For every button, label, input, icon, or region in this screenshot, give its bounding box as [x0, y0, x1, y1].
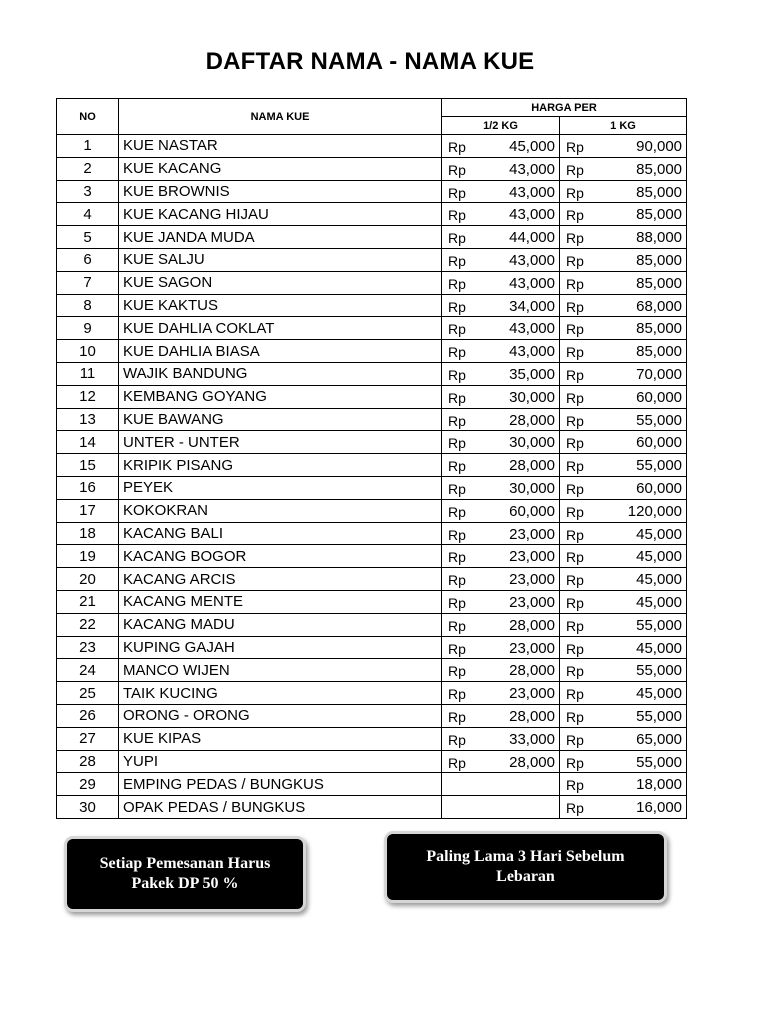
- price-one-kg: [560, 773, 687, 796]
- cake-name: KUPING GAJAH: [119, 636, 442, 659]
- row-number: 14: [57, 431, 119, 454]
- table-row: [57, 590, 687, 613]
- table-row: [57, 135, 687, 158]
- cake-name: KUE DAHLIA BIASA: [119, 340, 442, 363]
- currency-label: Rp: [448, 252, 466, 269]
- price-value: 33,000: [509, 730, 555, 748]
- row-number: 10: [57, 340, 119, 363]
- row-number: 7: [57, 271, 119, 294]
- currency-label: Rp: [566, 344, 584, 361]
- price-half-kg: [442, 362, 560, 385]
- price-one-kg: [560, 408, 687, 431]
- price-value: 43,000: [509, 206, 555, 224]
- price-half-kg: [442, 135, 560, 158]
- price-one-kg: [560, 727, 687, 750]
- row-number: 3: [57, 180, 119, 203]
- table-row: [57, 157, 687, 180]
- price-one-kg: [560, 226, 687, 249]
- cake-name: KEMBANG GOYANG: [119, 385, 442, 408]
- price-value: 85,000: [636, 251, 683, 269]
- row-number: 2: [57, 157, 119, 180]
- price-value: 43,000: [509, 160, 555, 178]
- table-row: [57, 499, 687, 522]
- currency-label: Rp: [566, 230, 584, 247]
- row-number: 30: [57, 796, 119, 819]
- currency-label: Rp: [448, 298, 466, 315]
- currency-label: Rp: [566, 252, 584, 269]
- price-value: 28,000: [509, 753, 555, 771]
- row-number: 24: [57, 659, 119, 682]
- cake-name: KUE JANDA MUDA: [119, 226, 442, 249]
- table-row: [57, 750, 687, 773]
- price-value: 85,000: [636, 320, 683, 338]
- currency-label: Rp: [448, 184, 466, 201]
- row-number: 13: [57, 408, 119, 431]
- currency-label: Rp: [566, 640, 584, 657]
- price-one-kg: [560, 590, 687, 613]
- price-half-kg: [442, 271, 560, 294]
- currency-label: Rp: [448, 321, 466, 338]
- price-value: 43,000: [509, 320, 555, 338]
- price-half-kg: [442, 248, 560, 271]
- empty-price-cell: [442, 773, 560, 796]
- currency-label: Rp: [566, 275, 584, 292]
- cake-name: KUE BAWANG: [119, 408, 442, 431]
- currency-label: Rp: [448, 754, 466, 771]
- currency-label: Rp: [566, 549, 584, 566]
- currency-label: Rp: [566, 686, 584, 703]
- price-one-kg: [560, 454, 687, 477]
- row-number: 21: [57, 590, 119, 613]
- table-row: [57, 727, 687, 750]
- price-half-kg: [442, 568, 560, 591]
- table-row: [57, 180, 687, 203]
- price-value: 55,000: [636, 753, 683, 771]
- table-row: [57, 362, 687, 385]
- price-half-kg: [442, 294, 560, 317]
- price-one-kg: [560, 750, 687, 773]
- cake-name: KRIPIK PISANG: [119, 454, 442, 477]
- table-row: [57, 522, 687, 545]
- price-half-kg: [442, 613, 560, 636]
- currency-label: Rp: [566, 708, 584, 725]
- currency-label: Rp: [566, 594, 584, 611]
- price-half-kg: [442, 157, 560, 180]
- row-number: 25: [57, 682, 119, 705]
- cake-name: KUE SAGON: [119, 271, 442, 294]
- price-one-kg: [560, 362, 687, 385]
- table-row: [57, 454, 687, 477]
- row-number: 23: [57, 636, 119, 659]
- price-half-kg: [442, 590, 560, 613]
- cake-name: KACANG MADU: [119, 613, 442, 636]
- currency-label: Rp: [448, 731, 466, 748]
- price-value: 85,000: [636, 206, 683, 224]
- row-number: 4: [57, 203, 119, 226]
- price-value: 43,000: [509, 183, 555, 201]
- price-value: 45,000: [509, 138, 555, 155]
- table-row: [57, 545, 687, 568]
- price-half-kg: [442, 317, 560, 340]
- currency-label: Rp: [566, 572, 584, 589]
- currency-label: Rp: [566, 458, 584, 475]
- currency-label: Rp: [566, 412, 584, 429]
- currency-label: Rp: [448, 503, 466, 520]
- cake-name: OPAK PEDAS / BUNGKUS: [119, 796, 442, 819]
- price-one-kg: [560, 613, 687, 636]
- price-value: 55,000: [636, 457, 683, 475]
- price-value: 55,000: [636, 411, 683, 429]
- cake-name: KUE SALJU: [119, 248, 442, 271]
- cake-name: WAJIK BANDUNG: [119, 362, 442, 385]
- price-half-kg: [442, 408, 560, 431]
- price-value: 85,000: [636, 343, 683, 361]
- price-one-kg: [560, 157, 687, 180]
- price-half-kg: [442, 340, 560, 363]
- currency-label: Rp: [566, 777, 584, 794]
- price-value: 35,000: [509, 365, 555, 383]
- price-half-kg: [442, 180, 560, 203]
- price-value: 18,000: [636, 776, 683, 794]
- currency-label: Rp: [566, 161, 584, 178]
- price-one-kg: [560, 522, 687, 545]
- price-value: 55,000: [636, 707, 683, 725]
- price-value: 23,000: [509, 525, 555, 543]
- price-one-kg: [560, 135, 687, 158]
- row-number: 27: [57, 727, 119, 750]
- order-deadline-notice: [387, 834, 664, 900]
- cake-name: YUPI: [119, 750, 442, 773]
- table-row: [57, 682, 687, 705]
- currency-label: Rp: [448, 686, 466, 703]
- cake-name: KUE KACANG: [119, 157, 442, 180]
- price-value: 45,000: [636, 685, 683, 703]
- price-one-kg: [560, 568, 687, 591]
- price-one-kg: [560, 499, 687, 522]
- price-half-kg: [442, 226, 560, 249]
- row-number: 19: [57, 545, 119, 568]
- price-value: 16,000: [636, 799, 683, 817]
- column-header-nama-kue: NAMA KUE: [119, 99, 442, 135]
- table-row: [57, 476, 687, 499]
- price-half-kg: [442, 454, 560, 477]
- currency-label: Rp: [448, 366, 466, 383]
- price-value: 28,000: [509, 457, 555, 475]
- cake-name: UNTER - UNTER: [119, 431, 442, 454]
- currency-label: Rp: [448, 139, 466, 155]
- table-row: [57, 431, 687, 454]
- price-value: 45,000: [636, 639, 683, 657]
- price-one-kg: [560, 636, 687, 659]
- row-number: 11: [57, 362, 119, 385]
- cake-name: KUE KACANG HIJAU: [119, 203, 442, 226]
- table-row: [57, 294, 687, 317]
- cake-name: PEYEK: [119, 476, 442, 499]
- row-number: 12: [57, 385, 119, 408]
- row-number: 16: [57, 476, 119, 499]
- table-body: [57, 135, 687, 819]
- currency-label: Rp: [566, 207, 584, 224]
- cake-name: KUE NASTAR: [119, 135, 442, 158]
- currency-label: Rp: [566, 617, 584, 634]
- currency-label: Rp: [566, 663, 584, 680]
- row-number: 9: [57, 317, 119, 340]
- row-number: 5: [57, 226, 119, 249]
- price-value: 23,000: [509, 548, 555, 566]
- price-value: 30,000: [509, 434, 555, 452]
- cake-name: KUE KIPAS: [119, 727, 442, 750]
- dp-notice-text: Setiap Pemesanan Harus Pakek DP 50 %: [99, 855, 271, 892]
- row-number: 20: [57, 568, 119, 591]
- currency-label: Rp: [448, 549, 466, 566]
- table-row: [57, 408, 687, 431]
- price-value: 23,000: [509, 685, 555, 703]
- dp-notice: [67, 839, 303, 909]
- price-one-kg: [560, 476, 687, 499]
- price-value: 60,000: [636, 434, 683, 452]
- price-value: 45,000: [636, 525, 683, 543]
- price-one-kg: [560, 431, 687, 454]
- row-number: 26: [57, 704, 119, 727]
- currency-label: Rp: [448, 480, 466, 497]
- price-value: 28,000: [509, 616, 555, 634]
- price-one-kg: [560, 203, 687, 226]
- currency-label: Rp: [566, 389, 584, 406]
- table-row: [57, 385, 687, 408]
- cake-name: ORONG - ORONG: [119, 704, 442, 727]
- price-value: 88,000: [636, 229, 683, 247]
- price-one-kg: [560, 385, 687, 408]
- price-half-kg: [442, 659, 560, 682]
- currency-label: Rp: [448, 663, 466, 680]
- cake-name: TAIK KUCING: [119, 682, 442, 705]
- cake-name: KOKOKRAN: [119, 499, 442, 522]
- price-value: 30,000: [509, 479, 555, 497]
- row-number: 8: [57, 294, 119, 317]
- price-half-kg: [442, 750, 560, 773]
- table-row: [57, 271, 687, 294]
- cake-name: KACANG ARCIS: [119, 568, 442, 591]
- price-value: 45,000: [636, 593, 683, 611]
- price-half-kg: [442, 522, 560, 545]
- price-value: 28,000: [509, 707, 555, 725]
- price-value: 60,000: [636, 479, 683, 497]
- row-number: 22: [57, 613, 119, 636]
- price-value: 120,000: [627, 502, 683, 520]
- price-value: 60,000: [509, 502, 555, 520]
- price-half-kg: [442, 545, 560, 568]
- table-row: [57, 568, 687, 591]
- price-value: 55,000: [636, 662, 683, 680]
- price-value: 43,000: [509, 251, 555, 269]
- currency-label: Rp: [566, 321, 584, 338]
- table-row: [57, 659, 687, 682]
- price-value: 34,000: [509, 297, 555, 315]
- price-one-kg: [560, 317, 687, 340]
- price-half-kg: [442, 499, 560, 522]
- price-one-kg: [560, 248, 687, 271]
- price-value: 23,000: [509, 639, 555, 657]
- currency-label: Rp: [448, 344, 466, 361]
- table-row: [57, 773, 687, 796]
- price-half-kg: [442, 476, 560, 499]
- currency-label: Rp: [448, 435, 466, 452]
- price-value: 28,000: [509, 662, 555, 680]
- table-row: [57, 340, 687, 363]
- row-number: 18: [57, 522, 119, 545]
- currency-label: Rp: [448, 275, 466, 292]
- cake-name: KUE KAKTUS: [119, 294, 442, 317]
- price-one-kg: [560, 682, 687, 705]
- currency-label: Rp: [448, 617, 466, 634]
- currency-label: Rp: [566, 435, 584, 452]
- table-row: [57, 248, 687, 271]
- price-value: 28,000: [509, 411, 555, 429]
- price-half-kg: [442, 431, 560, 454]
- cake-name: KUE BROWNIS: [119, 180, 442, 203]
- price-one-kg: [560, 294, 687, 317]
- price-value: 85,000: [636, 183, 683, 201]
- price-one-kg: [560, 796, 687, 819]
- currency-label: Rp: [566, 503, 584, 520]
- table-row: [57, 226, 687, 249]
- price-value: 55,000: [636, 616, 683, 634]
- table-row: [57, 317, 687, 340]
- currency-label: Rp: [448, 640, 466, 657]
- row-number: 28: [57, 750, 119, 773]
- currency-label: Rp: [448, 572, 466, 589]
- price-value: 68,000: [636, 297, 683, 315]
- row-number: 6: [57, 248, 119, 271]
- price-table: [56, 98, 687, 819]
- currency-label: Rp: [566, 480, 584, 497]
- table-row: [57, 796, 687, 819]
- price-value: 44,000: [509, 229, 555, 247]
- currency-label: Rp: [566, 139, 584, 155]
- column-header-harga-per: HARGA PER: [442, 99, 687, 117]
- price-value: 23,000: [509, 593, 555, 611]
- price-half-kg: [442, 682, 560, 705]
- price-half-kg: [442, 203, 560, 226]
- currency-label: Rp: [448, 389, 466, 406]
- price-half-kg: [442, 385, 560, 408]
- currency-label: Rp: [566, 526, 584, 543]
- table-row: [57, 704, 687, 727]
- price-value: 90,000: [636, 138, 683, 155]
- page-title: DAFTAR NAMA - NAMA KUE: [205, 48, 535, 75]
- price-value: 65,000: [636, 730, 683, 748]
- price-one-kg: [560, 180, 687, 203]
- price-one-kg: [560, 545, 687, 568]
- currency-label: Rp: [448, 708, 466, 725]
- column-header-no: NO: [57, 99, 119, 135]
- cake-name: KACANG BOGOR: [119, 545, 442, 568]
- cake-name: KUE DAHLIA COKLAT: [119, 317, 442, 340]
- currency-label: Rp: [566, 298, 584, 315]
- currency-label: Rp: [448, 458, 466, 475]
- price-value: 23,000: [509, 571, 555, 589]
- price-one-kg: [560, 340, 687, 363]
- price-value: 45,000: [636, 571, 683, 589]
- price-value: 70,000: [636, 365, 683, 383]
- row-number: 29: [57, 773, 119, 796]
- price-value: 60,000: [636, 388, 683, 406]
- price-half-kg: [442, 636, 560, 659]
- cake-name: MANCO WIJEN: [119, 659, 442, 682]
- row-number: 15: [57, 454, 119, 477]
- empty-price-cell: [442, 796, 560, 819]
- currency-label: Rp: [448, 207, 466, 224]
- price-half-kg: [442, 704, 560, 727]
- currency-label: Rp: [566, 800, 584, 817]
- price-one-kg: [560, 271, 687, 294]
- cake-name: KACANG MENTE: [119, 590, 442, 613]
- order-deadline-text: Paling Lama 3 Hari Sebelum Lebaran: [426, 848, 625, 885]
- price-value: 85,000: [636, 274, 683, 292]
- price-value: 43,000: [509, 274, 555, 292]
- column-header-half-kg: 1/2 KG: [442, 117, 560, 135]
- price-one-kg: [560, 704, 687, 727]
- cake-name: EMPING PEDAS / BUNGKUS: [119, 773, 442, 796]
- row-number: 1: [57, 135, 119, 158]
- price-value: 30,000: [509, 388, 555, 406]
- currency-label: Rp: [566, 366, 584, 383]
- currency-label: Rp: [566, 731, 584, 748]
- column-header-one-kg: 1 KG: [560, 117, 687, 135]
- price-value: 45,000: [636, 548, 683, 566]
- currency-label: Rp: [448, 230, 466, 247]
- currency-label: Rp: [448, 526, 466, 543]
- currency-label: Rp: [448, 594, 466, 611]
- currency-label: Rp: [566, 754, 584, 771]
- row-number: 17: [57, 499, 119, 522]
- price-value: 43,000: [509, 343, 555, 361]
- price-value: 85,000: [636, 160, 683, 178]
- currency-label: Rp: [566, 184, 584, 201]
- price-half-kg: [442, 727, 560, 750]
- table-row: [57, 203, 687, 226]
- table-row: [57, 613, 687, 636]
- table-row: [57, 636, 687, 659]
- price-one-kg: [560, 659, 687, 682]
- currency-label: Rp: [448, 161, 466, 178]
- currency-label: Rp: [448, 412, 466, 429]
- cake-name: KACANG BALI: [119, 522, 442, 545]
